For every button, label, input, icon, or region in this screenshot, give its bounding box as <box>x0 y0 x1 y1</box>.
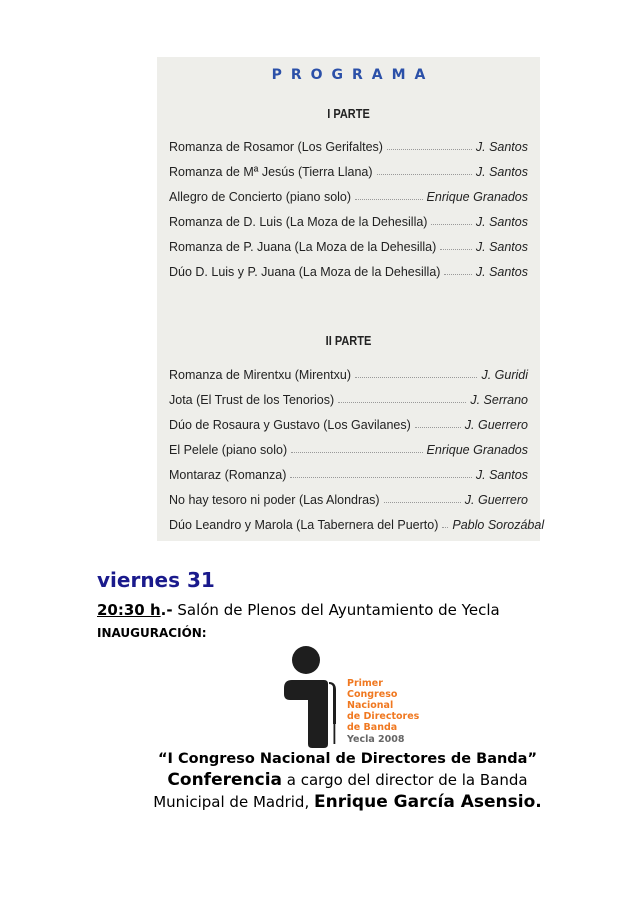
dot-leader <box>355 199 423 200</box>
congress-logo <box>280 644 430 748</box>
dot-leader <box>444 274 471 275</box>
event-time-line <box>97 601 500 619</box>
dot-leader <box>355 377 477 378</box>
dot-leader <box>384 502 461 503</box>
congress-title: “I Congreso Nacional de Directores de Banda” <box>158 751 537 767</box>
logo-year: Yecla 2008 <box>347 734 405 745</box>
dot-leader <box>290 477 471 478</box>
speaker-line: Municipal de Madrid, Enrique García Asensio. <box>153 792 542 812</box>
inauguration-label: INAUGURACIÓN: <box>97 626 207 640</box>
dot-leader <box>291 452 422 453</box>
dot-leader <box>377 174 472 175</box>
program-item: Allegro de Concierto (piano solo) Enrique Granados <box>169 190 528 204</box>
logo-text: Primer Congreso Nacional de Directores de Banda <box>347 678 420 733</box>
program-item: Romanza de P. Juana (La Moza de la Dehesilla) J. Santos <box>169 240 528 254</box>
program-item: Romanza de Rosamor (Los Gerifaltes) J. Santos <box>169 140 528 154</box>
program-item: El Pelele (piano solo) Enrique Granados <box>169 443 528 457</box>
part-1-title: I PARTE <box>327 107 370 121</box>
program-card <box>157 57 545 541</box>
event-time: 20:30 h <box>97 601 161 619</box>
program-item: Dúo de Rosaura y Gustavo (Los Gavilanes) J. Guerrero <box>169 418 528 432</box>
time-separator: .- <box>160 601 173 619</box>
dot-leader <box>442 527 448 528</box>
conference-line: Conferencia a cargo del director de la Banda <box>167 770 528 790</box>
dot-leader <box>431 224 471 225</box>
program-title: PROGRAMA <box>271 67 435 83</box>
program-item: Romanza de Mª Jesús (Tierra Llana) J. Santos <box>169 165 528 179</box>
dot-leader <box>387 149 472 150</box>
speaker-name: Enrique García Asensio. <box>314 792 542 812</box>
program-item: Dúo Leandro y Marola (La Tabernera del Puerto) Pablo Sorozábal <box>169 518 545 532</box>
dot-leader <box>440 249 472 250</box>
program-item: Jota (El Trust de los Tenorios) J. Serrano <box>169 393 528 407</box>
part-1-list <box>169 129 528 279</box>
program-item: Romanza de D. Luis (La Moza de la Dehesilla) J. Santos <box>169 215 528 229</box>
event-venue: Salón de Plenos del Ayuntamiento de Yecla <box>172 601 500 619</box>
dot-leader <box>338 402 466 403</box>
program-item: Montaraz (Romanza) J. Santos <box>169 468 528 482</box>
event-day: viernes 31 <box>97 568 215 592</box>
program-item: Romanza de Mirentxu (Mirentxu) J. Guridi <box>169 368 528 382</box>
person-figure-icon <box>280 644 350 748</box>
conference-label: Conferencia <box>167 770 282 790</box>
program-item: No hay tesoro ni poder (Las Alondras) J. Guerrero <box>169 493 528 507</box>
part-2-title: II PARTE <box>325 334 372 348</box>
part-2-list <box>169 357 545 532</box>
dot-leader <box>415 427 461 428</box>
program-item: Dúo D. Luis y P. Juana (La Moza de la Dehesilla) J. Santos <box>169 265 528 279</box>
